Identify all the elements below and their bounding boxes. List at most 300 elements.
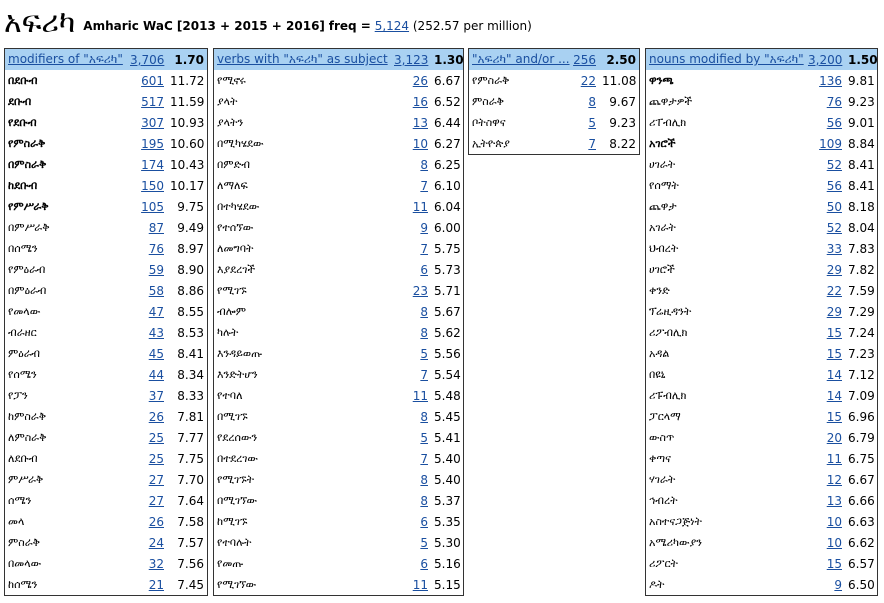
collocate-score: 5.67 xyxy=(434,304,461,319)
collocate-word: እንድትሆን xyxy=(217,367,258,381)
collocate-row xyxy=(214,259,463,280)
collocate-row xyxy=(214,175,463,196)
collocate-row xyxy=(5,238,207,259)
collocate-freq-link[interactable]: 7 xyxy=(588,136,596,151)
collocate-freq-link[interactable]: 15 xyxy=(826,556,842,571)
collocate-score: 7.12 xyxy=(848,367,875,382)
collocate-row xyxy=(469,133,639,154)
collocate-row xyxy=(646,343,877,364)
collocate-score: 10.43 xyxy=(170,157,205,172)
collocate-freq-link[interactable]: 50 xyxy=(826,199,842,214)
collocate-row xyxy=(214,448,463,469)
collocate-row xyxy=(214,511,463,532)
collocate-word: ለደቡብ xyxy=(8,451,38,465)
collocate-score: 9.23 xyxy=(609,115,636,130)
collocate-word: ደቡብ xyxy=(8,94,32,108)
collocate-row xyxy=(214,406,463,427)
relation-title-link[interactable]: "አፍሪካ" and/or ... xyxy=(472,52,570,66)
collocate-score: 9.75 xyxy=(177,199,204,214)
collocate-score: 7.81 xyxy=(177,409,204,424)
collocate-row xyxy=(214,70,463,91)
relation-title-link[interactable]: verbs with "አፍሪካ" as subject xyxy=(217,52,388,66)
collocate-freq-link[interactable]: 25 xyxy=(148,451,164,466)
collocate-score: 5.62 xyxy=(434,325,461,340)
collocate-freq-link[interactable]: 15 xyxy=(826,409,842,424)
table-verbs-subject xyxy=(213,48,464,596)
collocate-word: በሚገኘው xyxy=(217,493,258,507)
relation-score: 1.70 xyxy=(167,49,207,70)
collocate-freq-link[interactable]: 44 xyxy=(148,367,164,382)
collocate-freq-link[interactable]: 9 xyxy=(834,577,842,592)
collocate-freq-link[interactable]: 13 xyxy=(412,115,428,130)
collocate-score: 8.41 xyxy=(848,157,875,172)
collocate-row xyxy=(214,238,463,259)
collocate-score: 7.64 xyxy=(177,493,204,508)
collocate-word: ሀገሮች xyxy=(649,262,675,276)
collocate-freq-link[interactable]: 32 xyxy=(148,556,164,571)
collocate-row xyxy=(214,133,463,154)
collocate-word: ሰሜን xyxy=(8,493,32,507)
collocate-freq-link[interactable]: 8 xyxy=(420,304,428,319)
collocate-freq-link[interactable]: 24 xyxy=(148,535,164,550)
collocate-row xyxy=(646,469,877,490)
collocate-score: 5.48 xyxy=(434,388,461,403)
collocate-score: 5.15 xyxy=(434,577,461,592)
collocate-word: የፓን xyxy=(8,388,28,402)
collocate-row xyxy=(214,574,463,595)
collocate-score: 5.54 xyxy=(434,367,461,382)
collocate-word: የተሰኘው xyxy=(217,220,254,234)
collocate-word: የተባለ xyxy=(217,388,243,402)
collocate-word: የምስራቅ xyxy=(8,136,46,150)
collocate-row xyxy=(646,112,877,133)
collocate-row xyxy=(646,196,877,217)
collocate-freq-link[interactable]: 11 xyxy=(826,451,842,466)
collocate-row xyxy=(469,112,639,133)
collocate-score: 6.00 xyxy=(434,220,461,235)
collocate-row xyxy=(5,259,207,280)
collocate-freq-link[interactable]: 7 xyxy=(420,367,428,382)
collocate-score: 8.34 xyxy=(177,367,204,382)
collocate-freq-link[interactable]: 5 xyxy=(420,535,428,550)
collocate-word: በመላው xyxy=(8,556,42,570)
relation-count-link[interactable]: 3,123 xyxy=(394,52,429,67)
collocate-word: ብሎም xyxy=(217,304,246,318)
collocate-freq-link[interactable]: 9 xyxy=(420,220,428,235)
collocate-freq-link[interactable]: 52 xyxy=(826,220,842,235)
collocate-word: መላ xyxy=(8,514,25,528)
collocate-word: ህብረት xyxy=(649,241,679,255)
collocate-freq-link[interactable]: 26 xyxy=(148,409,164,424)
collocate-word: አሜሪካውያን xyxy=(649,535,702,549)
collocate-freq-link[interactable]: 601 xyxy=(141,73,164,88)
collocate-word: ለማለፍ xyxy=(217,178,248,192)
collocate-row xyxy=(214,154,463,175)
collocate-word: ሀገራት xyxy=(649,157,676,171)
collocate-score: 8.18 xyxy=(848,199,875,214)
collocate-freq-link[interactable]: 7 xyxy=(420,451,428,466)
collocate-freq-link[interactable]: 27 xyxy=(148,472,164,487)
collocate-row xyxy=(214,343,463,364)
collocate-word: የሰሜን xyxy=(8,367,37,381)
collocate-word: ምስራቅ xyxy=(472,94,505,108)
collocate-row xyxy=(646,574,877,595)
collocate-word: ፕሬዚዳንት xyxy=(649,304,692,318)
collocate-word: ሪፖርት xyxy=(649,556,678,570)
collocate-row xyxy=(646,490,877,511)
collocate-word: በደቡብ xyxy=(8,73,38,87)
collocate-row xyxy=(214,490,463,511)
collocate-freq-link[interactable]: 59 xyxy=(148,262,164,277)
collocate-row xyxy=(5,70,207,91)
collocate-freq-link[interactable]: 5 xyxy=(588,115,596,130)
collocate-row xyxy=(646,427,877,448)
collocate-freq-link[interactable]: 109 xyxy=(819,136,842,151)
collocate-row xyxy=(5,469,207,490)
collocate-score: 5.37 xyxy=(434,493,461,508)
collocate-freq-link[interactable]: 11 xyxy=(412,577,428,592)
collocate-row xyxy=(646,154,877,175)
collocate-word: ከምስራቅ xyxy=(8,409,47,423)
collocate-score: 9.67 xyxy=(609,94,636,109)
collocate-freq-link[interactable]: 8 xyxy=(420,472,428,487)
collocate-row xyxy=(646,532,877,553)
table-header xyxy=(646,49,877,70)
collocate-word: ውስጥ xyxy=(649,430,675,444)
collocate-score: 6.25 xyxy=(434,157,461,172)
collocate-score: 6.52 xyxy=(434,94,461,109)
collocate-word: የሚገኘው xyxy=(217,577,257,591)
collocate-row xyxy=(646,364,877,385)
collocate-word: ሪፖብሊክ xyxy=(649,325,688,339)
collocate-freq-link[interactable]: 8 xyxy=(420,493,428,508)
collocate-freq-link[interactable]: 8 xyxy=(420,325,428,340)
collocate-freq-link[interactable]: 21 xyxy=(148,577,164,592)
collocate-score: 7.59 xyxy=(848,283,875,298)
collocate-freq-link[interactable]: 11 xyxy=(412,199,428,214)
collocate-word: የተባሉት xyxy=(217,535,252,549)
collocate-word: አገሮች xyxy=(649,136,676,150)
collocate-freq-link[interactable]: 195 xyxy=(141,136,164,151)
collocate-score: 8.55 xyxy=(177,304,204,319)
collocate-score: 6.57 xyxy=(848,556,875,571)
collocate-word: ያላትን xyxy=(217,115,244,129)
collocate-freq-link[interactable]: 12 xyxy=(826,472,842,487)
collocate-row xyxy=(214,217,463,238)
collocate-score: 11.59 xyxy=(170,94,205,109)
collocate-score: 6.67 xyxy=(434,73,461,88)
relation-score: 1.50 xyxy=(845,49,877,70)
collocate-row xyxy=(5,427,207,448)
collocate-freq-link[interactable]: 136 xyxy=(819,73,842,88)
collocate-row xyxy=(214,301,463,322)
collocate-row xyxy=(5,532,207,553)
collocate-word: ዋንጫ xyxy=(649,73,674,87)
table-header xyxy=(469,49,639,70)
collocate-score: 5.73 xyxy=(434,262,461,277)
corpus-name: Amharic WaC [2013 + 2015 + 2016] xyxy=(83,19,325,33)
collocate-score: 8.53 xyxy=(177,325,204,340)
collocate-row xyxy=(5,175,207,196)
collocate-row xyxy=(5,574,207,595)
collocate-row xyxy=(646,91,877,112)
collocate-score: 5.45 xyxy=(434,409,461,424)
collocate-row xyxy=(5,91,207,112)
collocate-freq-link[interactable]: 56 xyxy=(826,115,842,130)
collocate-score: 7.83 xyxy=(848,241,875,256)
collocate-row xyxy=(214,469,463,490)
collocate-freq-link[interactable]: 58 xyxy=(148,283,164,298)
collocate-word: አገራት xyxy=(649,220,676,234)
collocate-freq-link[interactable]: 174 xyxy=(141,157,164,172)
collocate-word: ጨዋታዎች xyxy=(649,94,693,108)
collocate-row xyxy=(646,448,877,469)
collocate-freq-link[interactable]: 7 xyxy=(420,241,428,256)
collocate-score: 5.41 xyxy=(434,430,461,445)
collocate-row xyxy=(5,364,207,385)
collocate-word: እንዳይወጡ xyxy=(217,346,263,360)
collocate-row xyxy=(214,91,463,112)
table-header xyxy=(5,49,207,70)
collocate-score: 8.84 xyxy=(848,136,875,151)
collocate-word: በተደረገው xyxy=(217,451,258,465)
collocate-score: 5.75 xyxy=(434,241,461,256)
collocate-freq-link[interactable]: 26 xyxy=(412,73,428,88)
collocate-word: ጨዋታ xyxy=(649,199,677,213)
collocate-word: የመጡ xyxy=(217,556,244,570)
collocate-word: በሰሜን xyxy=(8,241,38,255)
collocate-freq-link[interactable]: 150 xyxy=(141,178,164,193)
relation-title-link[interactable]: nouns modified by "አፍሪካ" xyxy=(649,52,804,66)
collocate-score: 7.45 xyxy=(177,577,204,592)
collocate-score: 7.29 xyxy=(848,304,875,319)
collocate-row xyxy=(469,70,639,91)
collocate-row xyxy=(5,385,207,406)
collocate-freq-link[interactable]: 76 xyxy=(826,94,842,109)
collocate-score: 8.04 xyxy=(848,220,875,235)
relation-title-link[interactable]: modifiers of "አፍሪካ" xyxy=(8,52,123,66)
collocate-word: በምስራቅ xyxy=(8,157,47,171)
collocate-freq-link[interactable]: 52 xyxy=(826,157,842,172)
collocate-word: ፓርላማ xyxy=(649,409,681,423)
collocate-freq-link[interactable]: 47 xyxy=(148,304,164,319)
collocate-freq-link[interactable]: 43 xyxy=(148,325,164,340)
table-header xyxy=(214,49,463,70)
collocate-score: 7.70 xyxy=(177,472,204,487)
collocate-freq-link[interactable]: 29 xyxy=(826,262,842,277)
collocate-word: ብራዘር xyxy=(8,325,37,339)
collocate-freq-link[interactable]: 56 xyxy=(826,178,842,193)
collocate-row xyxy=(646,511,877,532)
collocate-freq-link[interactable]: 37 xyxy=(148,388,164,403)
collocate-freq-link[interactable]: 27 xyxy=(148,493,164,508)
collocate-word: በምድብ xyxy=(217,157,250,171)
collocate-word: ከደቡብ xyxy=(8,178,38,192)
collocate-score: 8.22 xyxy=(609,136,636,151)
collocate-score: 8.86 xyxy=(177,283,204,298)
collocate-score: 7.23 xyxy=(848,346,875,361)
collocate-score: 10.60 xyxy=(170,136,205,151)
collocate-freq-link[interactable]: 517 xyxy=(141,94,164,109)
collocate-freq-link[interactable]: 7 xyxy=(420,178,428,193)
freq-link[interactable]: 5,124 xyxy=(374,19,410,33)
collocate-freq-link[interactable]: 23 xyxy=(412,283,428,298)
collocate-freq-link[interactable]: 25 xyxy=(148,430,164,445)
collocate-freq-link[interactable]: 11 xyxy=(412,388,428,403)
collocate-score: 5.71 xyxy=(434,283,461,298)
headword: አፍሪካ xyxy=(4,5,76,40)
collocate-freq-link[interactable]: 6 xyxy=(420,262,428,277)
collocate-row xyxy=(646,385,877,406)
collocate-freq-link[interactable]: 33 xyxy=(826,241,842,256)
collocate-score: 9.01 xyxy=(848,115,875,130)
collocate-score: 6.10 xyxy=(434,178,461,193)
collocate-word: የሰማት xyxy=(649,178,679,192)
collocate-score: 5.56 xyxy=(434,346,461,361)
collocate-word: ሪፐብሊክ xyxy=(649,115,687,129)
collocate-freq-link[interactable]: 87 xyxy=(148,220,164,235)
collocate-word: የምስራቅ xyxy=(472,73,510,87)
collocate-freq-link[interactable]: 20 xyxy=(826,430,842,445)
freq-label: freq = xyxy=(328,19,371,33)
collocate-freq-link[interactable]: 8 xyxy=(420,157,428,172)
collocate-row xyxy=(5,112,207,133)
collocate-word: ቀንድ xyxy=(649,283,670,297)
collocate-word: ምዕራብ xyxy=(8,346,41,360)
collocate-word: በሚገኙ xyxy=(217,409,248,423)
collocate-row xyxy=(214,280,463,301)
collocate-freq-link[interactable]: 14 xyxy=(826,388,842,403)
relation-count-link[interactable]: 256 xyxy=(573,52,596,67)
collocate-score: 8.41 xyxy=(177,346,204,361)
collocate-freq-link[interactable]: 307 xyxy=(141,115,164,130)
relation-score: 1.30 xyxy=(431,49,463,70)
collocate-row xyxy=(469,91,639,112)
collocate-freq-link[interactable]: 5 xyxy=(420,430,428,445)
collocate-freq-link[interactable]: 22 xyxy=(580,73,596,88)
collocate-row xyxy=(646,217,877,238)
collocate-freq-link[interactable]: 29 xyxy=(826,304,842,319)
collocate-score: 7.77 xyxy=(177,430,204,445)
table-nouns-modified xyxy=(645,48,878,596)
collocate-score: 6.50 xyxy=(848,577,875,592)
collocate-row xyxy=(5,490,207,511)
collocate-score: 5.40 xyxy=(434,472,461,487)
collocate-score: 8.33 xyxy=(177,388,204,403)
collocate-freq-link[interactable]: 22 xyxy=(826,283,842,298)
relation-count-link[interactable]: 3,200 xyxy=(808,52,843,67)
collocate-word: ሃገራት xyxy=(649,472,676,486)
collocate-freq-link[interactable]: 8 xyxy=(420,409,428,424)
collocate-score: 6.75 xyxy=(848,451,875,466)
collocate-row xyxy=(5,154,207,175)
per-million: (252.57 per million) xyxy=(412,19,532,33)
collocate-word: ያላት xyxy=(217,94,238,108)
collocate-word: የመላው xyxy=(8,304,41,318)
collocate-freq-link[interactable]: 13 xyxy=(826,493,842,508)
collocate-score: 11.08 xyxy=(602,73,637,88)
collocate-score: 9.81 xyxy=(848,73,875,88)
collocate-freq-link[interactable]: 76 xyxy=(148,241,164,256)
collocate-freq-link[interactable]: 8 xyxy=(588,94,596,109)
collocate-word: ከሚገኙ xyxy=(217,514,248,528)
collocate-word: እያደረገች xyxy=(217,262,256,276)
collocate-word: የደቡብ xyxy=(8,115,37,129)
collocate-row xyxy=(214,385,463,406)
collocate-score: 5.35 xyxy=(434,514,461,529)
collocate-score: 6.27 xyxy=(434,136,461,151)
collocate-word: በተካሄደው xyxy=(217,199,260,213)
collocate-row xyxy=(5,196,207,217)
collocate-score: 6.04 xyxy=(434,199,461,214)
collocate-word: ሪፑብሊክ xyxy=(649,388,687,402)
page-header xyxy=(4,6,532,40)
collocate-freq-link[interactable]: 6 xyxy=(420,556,428,571)
collocate-word: ለምስራቅ xyxy=(8,430,47,444)
collocate-score: 10.93 xyxy=(170,115,205,130)
collocate-word: የሚገኙት xyxy=(217,472,255,486)
collocate-word: የሚገኙ xyxy=(217,283,247,297)
collocate-freq-link[interactable]: 6 xyxy=(420,514,428,529)
collocate-freq-link[interactable]: 16 xyxy=(412,94,428,109)
collocate-row xyxy=(5,343,207,364)
collocate-row xyxy=(5,322,207,343)
collocate-word: በምዕራብ xyxy=(8,283,47,297)
collocate-score: 7.82 xyxy=(848,262,875,277)
collocate-row xyxy=(646,133,877,154)
collocate-freq-link[interactable]: 10 xyxy=(826,535,842,550)
collocate-score: 9.49 xyxy=(177,220,204,235)
collocate-freq-link[interactable]: 26 xyxy=(148,514,164,529)
collocate-freq-link[interactable]: 15 xyxy=(826,346,842,361)
collocate-word: የሚኖሩ xyxy=(217,73,246,87)
collocate-score: 10.17 xyxy=(170,178,205,193)
collocate-score: 7.58 xyxy=(177,514,204,529)
collocate-word: የደረሰውን xyxy=(217,430,258,444)
collocate-score: 5.16 xyxy=(434,556,461,571)
collocate-freq-link[interactable]: 105 xyxy=(141,199,164,214)
collocate-row xyxy=(646,322,877,343)
collocate-freq-link[interactable]: 5 xyxy=(420,346,428,361)
relation-count-link[interactable]: 3,706 xyxy=(130,52,165,67)
relation-score: 2.50 xyxy=(599,49,639,70)
collocate-row xyxy=(214,364,463,385)
collocate-score: 6.44 xyxy=(434,115,461,130)
collocate-row xyxy=(646,70,877,91)
collocate-score: 7.57 xyxy=(177,535,204,550)
collocate-word: የምሥራቅ xyxy=(8,199,49,213)
collocate-score: 6.67 xyxy=(848,472,875,487)
collocate-row xyxy=(5,553,207,574)
collocate-score: 6.96 xyxy=(848,409,875,424)
collocate-row xyxy=(214,532,463,553)
collocate-word: አስተናጋጅነት xyxy=(649,514,702,528)
corpus-info xyxy=(83,18,531,40)
collocate-freq-link[interactable]: 15 xyxy=(826,325,842,340)
collocate-freq-link[interactable]: 10 xyxy=(412,136,428,151)
collocate-word: ከሰሜን xyxy=(8,577,38,591)
table-and-or xyxy=(468,48,640,155)
collocate-row xyxy=(214,427,463,448)
collocate-freq-link[interactable]: 14 xyxy=(826,367,842,382)
collocate-row xyxy=(646,301,877,322)
collocate-score: 8.97 xyxy=(177,241,204,256)
collocate-freq-link[interactable]: 45 xyxy=(148,346,164,361)
collocate-freq-link[interactable]: 10 xyxy=(826,514,842,529)
collocate-row xyxy=(214,196,463,217)
collocate-word: ካሉት xyxy=(217,325,239,339)
collocate-word: በዩኒ xyxy=(649,367,666,381)
